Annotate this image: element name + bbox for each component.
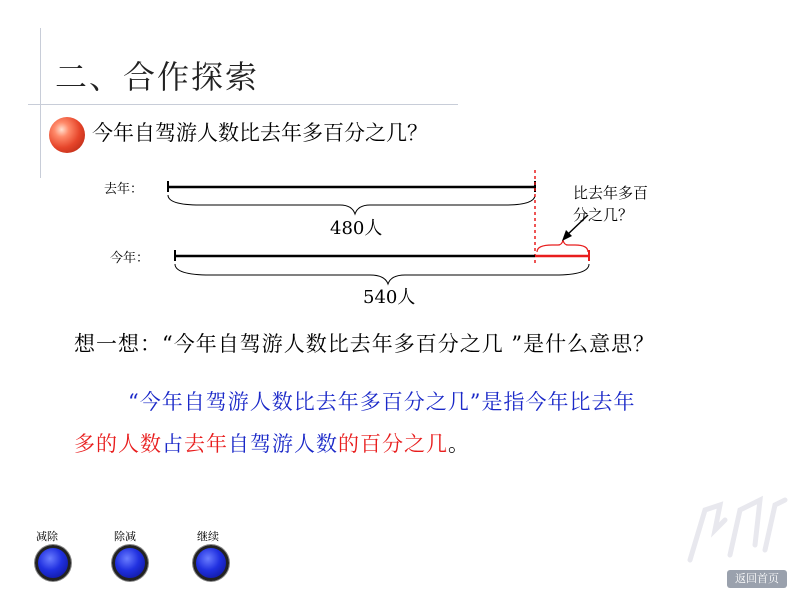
answer-part: 。 [448, 432, 470, 456]
last-year-brace [168, 195, 535, 214]
answer-line-2 [74, 428, 470, 458]
answer-part: 自驾游人数 [228, 432, 338, 456]
button-label-chujian: 除减 [114, 530, 136, 543]
this-year-brace [175, 264, 589, 284]
last-year-value: 480人 [330, 218, 383, 239]
callout-line-1: 比去年多百 [573, 184, 649, 202]
question-text: 今年自驾游人数比去年多百分之几？ [92, 121, 428, 145]
answer-part: 多的人数 [74, 432, 162, 456]
back-home-button[interactable]: 返回首页 [727, 570, 787, 588]
this-year-value: 540人 [363, 287, 416, 308]
continue-button[interactable] [193, 545, 229, 581]
chujian-button[interactable] [112, 545, 148, 581]
this-year-label: 今年： [110, 251, 150, 266]
button-label-jianchu: 减除 [36, 530, 58, 543]
think-prompt: 想一想：“今年自驾游人数比去年多百分之几 ”是什么意思？ [74, 332, 656, 356]
watermark-logo-icon [680, 490, 790, 570]
callout-line-2: 分之几？ [573, 206, 634, 224]
page-title: 二、合作探索 [55, 58, 260, 96]
button-label-continue: 继续 [197, 530, 219, 543]
last-year-label: 去年： [104, 182, 144, 197]
answer-part: 的百分之几 [338, 432, 448, 456]
answer-line-1: “今年自驾游人数比去年多百分之几”是指今年比去年 [128, 390, 636, 414]
answer-part: 去年 [184, 432, 228, 456]
jianchu-button[interactable] [35, 545, 71, 581]
difference-brace [537, 240, 588, 252]
answer-part: 占 [162, 432, 184, 456]
